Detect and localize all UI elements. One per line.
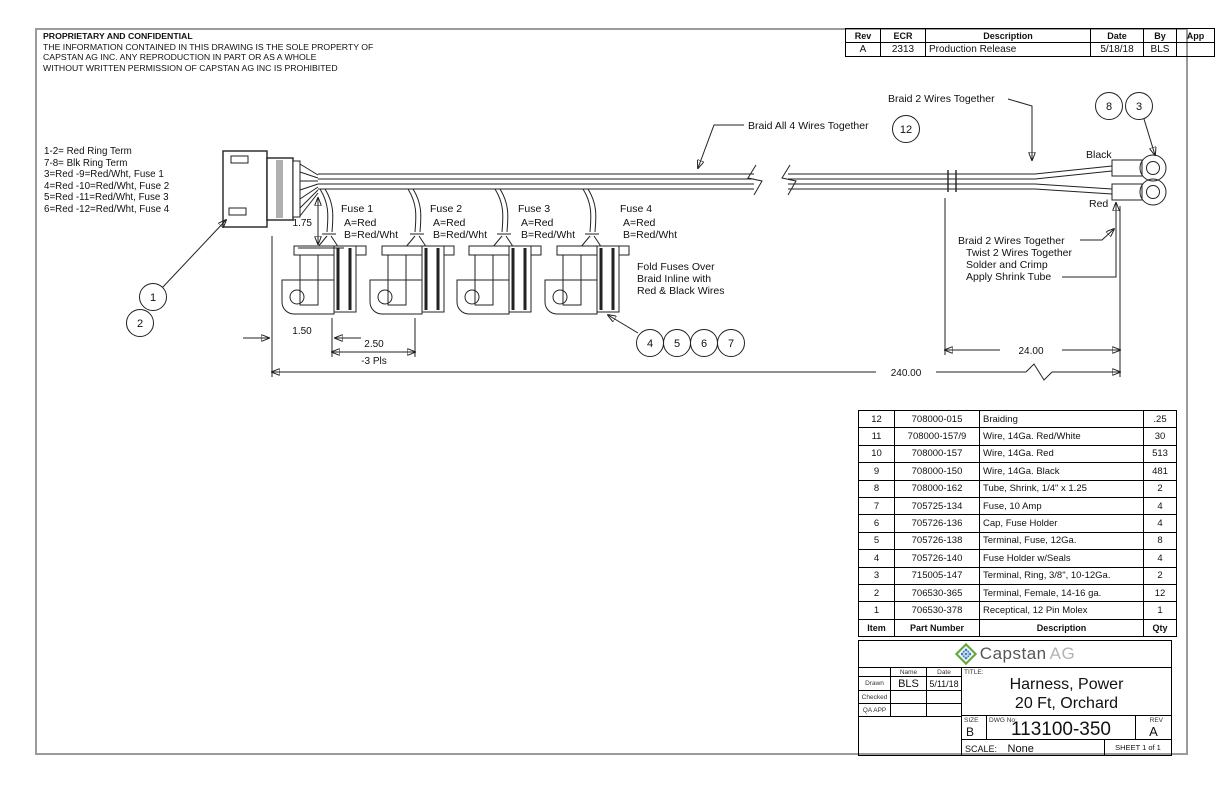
- bom-description: Terminal, Fuse, 12Ga.: [980, 532, 1144, 549]
- bom-part: 705725-134: [895, 497, 980, 514]
- bom-part: 708000-157/9: [895, 428, 980, 445]
- fuse-1-label: Fuse 1: [341, 203, 374, 215]
- break-symbol: [782, 165, 796, 195]
- scale-label: SCALE:: [965, 744, 998, 754]
- bom-qty: .25: [1144, 411, 1177, 428]
- size-cell: [962, 716, 987, 739]
- svg-text:2: 2: [136, 318, 144, 330]
- app-header: App: [1177, 29, 1215, 43]
- red-wire-label: Red: [1089, 198, 1109, 210]
- fuse-3-label: Fuse 3: [518, 203, 551, 215]
- capstanag-logo-icon: [955, 643, 977, 665]
- checked-label: Checked: [859, 691, 891, 704]
- drawn-date: 5/11/18: [927, 677, 961, 691]
- qa-date: [927, 704, 961, 716]
- drawn-label: Drawn: [859, 677, 891, 691]
- balloon-8: [1096, 93, 1123, 120]
- bom-part: 708000-015: [895, 411, 980, 428]
- legend-line: 5=Red -11=Red/Wht, Fuse 3: [44, 192, 169, 204]
- bom-row: [859, 532, 1177, 549]
- svg-text:-3 Pls: -3 Pls: [361, 356, 387, 367]
- sheet-cell: SHEET 1 of 1: [1115, 743, 1161, 752]
- svg-text:2.50: 2.50: [364, 339, 384, 350]
- fuse-holder-4: [545, 189, 629, 314]
- fuse-2-wire-b: B=Red/Wht: [433, 229, 487, 241]
- svg-text:1.50: 1.50: [292, 326, 312, 337]
- fuse-2-label: Fuse 2: [430, 203, 463, 215]
- bom-row: [859, 602, 1177, 619]
- logo-text-main: Capstan: [979, 644, 1047, 663]
- qa-label: QA APP: [859, 704, 891, 716]
- bom-description: Wire, 14Ga. Black: [980, 463, 1144, 480]
- svg-text:240.00: 240.00: [890, 368, 922, 379]
- fold-note-line: Braid Inline with: [637, 273, 712, 285]
- bom-item: 3: [859, 567, 895, 584]
- rev-value: A: [1149, 724, 1158, 739]
- bom-description: Cap, Fuse Holder: [980, 515, 1144, 532]
- bom-item: 10: [859, 445, 895, 462]
- svg-text:24.00: 24.00: [1018, 346, 1044, 357]
- signoff-block: [859, 668, 962, 755]
- size-label: SIZE: [964, 717, 979, 724]
- dimension-2-50: [332, 318, 415, 367]
- ecr-header: ECR: [881, 29, 926, 43]
- braid-two-bottom-note: Braid 2 Wires Together: [958, 235, 1065, 247]
- twist-note-line: Apply Shrink Tube: [966, 271, 1052, 283]
- ecr-value: 2313: [881, 43, 926, 57]
- twist-note-line: Solder and Crimp: [966, 259, 1048, 271]
- bom-qty: 4: [1144, 515, 1177, 532]
- bom-row: [859, 567, 1177, 584]
- bom-item: 7: [859, 497, 895, 514]
- connector-drawing: [223, 151, 318, 227]
- fuse-3-wire-b: B=Red/Wht: [521, 229, 575, 241]
- break-symbol: [748, 165, 762, 195]
- bom-row: [859, 584, 1177, 601]
- bom-qty: 2: [1144, 480, 1177, 497]
- date-column-label: Date: [927, 668, 961, 677]
- bom-table: [858, 410, 1177, 637]
- revision-by: BLS: [1144, 43, 1177, 57]
- bom-item: 2: [859, 584, 895, 601]
- bom-description: Receptical, 12 Pin Molex: [980, 602, 1144, 619]
- drawing-title-line2: 20 Ft, Orchard: [1014, 695, 1119, 712]
- fold-note-line: Fold Fuses Over: [637, 261, 715, 273]
- ring-terminal-red: [1112, 179, 1166, 205]
- balloon-12: [893, 116, 920, 143]
- svg-text:5: 5: [673, 338, 681, 350]
- bom-item-header: Item: [859, 619, 895, 636]
- bom-part: 708000-157: [895, 445, 980, 462]
- fuse-1-wire-b: B=Red/Wht: [344, 229, 398, 241]
- bom-qty: 8: [1144, 532, 1177, 549]
- bom-description: Terminal, Female, 14-16 ga.: [980, 584, 1144, 601]
- braid-two-bottom-leader: [1080, 229, 1114, 240]
- scale-cell: [962, 740, 1105, 755]
- logo: [859, 641, 1171, 668]
- title-block: [858, 640, 1172, 756]
- bom-qty: 4: [1144, 497, 1177, 514]
- bom-item: 1: [859, 602, 895, 619]
- bom-part-header: Part Number: [895, 619, 980, 636]
- legend-line: 4=Red -10=Red/Wht, Fuse 2: [44, 180, 170, 192]
- drawn-name: BLS: [891, 677, 927, 691]
- bom-part: 715005-147: [895, 567, 980, 584]
- bom-row: [859, 480, 1177, 497]
- fuse-2-wire-a: A=Red: [433, 217, 466, 229]
- bom-part: 708000-150: [895, 463, 980, 480]
- proprietary-title: PROPRIETARY AND CONFIDENTIAL: [43, 31, 193, 41]
- proprietary-line: THE INFORMATION CONTAINED IN THIS DRAWING IS THE SOLE PROPERTY OF: [43, 41, 374, 52]
- svg-text:3: 3: [1135, 101, 1143, 113]
- braid-all-note: Braid All 4 Wires Together: [748, 120, 869, 132]
- bom-qty: 12: [1144, 584, 1177, 601]
- twist-note-line: Twist 2 Wires Together: [966, 247, 1073, 259]
- logo-text-sub: AG: [1049, 644, 1076, 663]
- legend-line: 1-2= Red Ring Term: [44, 146, 132, 157]
- proprietary-line: WITHOUT WRITTEN PERMISSION OF CAPSTAN AG INC IS PROHIBITED: [43, 62, 338, 73]
- dwg-number: 113100-350: [1010, 719, 1112, 740]
- revision-description: Production Release: [926, 43, 1091, 57]
- scale-value: None: [1007, 743, 1034, 755]
- bom-row: [859, 428, 1177, 445]
- bom-row: [859, 445, 1177, 462]
- braid-all-leader: [698, 125, 744, 168]
- bom-item: 8: [859, 480, 895, 497]
- wire-trunk: [318, 165, 1112, 195]
- svg-text:1.75: 1.75: [292, 218, 312, 229]
- bom-qty: 2: [1144, 567, 1177, 584]
- bom-qty-header: Qty: [1144, 619, 1177, 636]
- drawing-title-cell: [962, 668, 1171, 716]
- bom-description: Braiding: [980, 411, 1144, 428]
- checked-name: [891, 691, 927, 704]
- fold-note-line: Red & Black Wires: [637, 285, 725, 297]
- bom-item: 6: [859, 515, 895, 532]
- bom-part: 705726-140: [895, 550, 980, 567]
- balloon-1: [140, 220, 227, 311]
- ring-terminal-black: [1112, 155, 1166, 181]
- bom-description: Terminal, Ring, 3/8", 10-12Ga.: [980, 567, 1144, 584]
- checked-date: [927, 691, 961, 704]
- dimension-240-00: [272, 364, 1120, 380]
- rev-header: Rev: [846, 29, 881, 43]
- bom-description: Wire, 14Ga. Red/White: [980, 428, 1144, 445]
- break-symbol: [1026, 364, 1052, 380]
- bom-part: 705726-138: [895, 532, 980, 549]
- black-wire-label: Black: [1086, 149, 1112, 161]
- bom-row: [859, 497, 1177, 514]
- bom-qty: 513: [1144, 445, 1177, 462]
- bom-header-row: [859, 619, 1177, 636]
- bom-description: Wire, 14Ga. Red: [980, 445, 1144, 462]
- title-label: TITLE:: [964, 669, 984, 676]
- svg-text:6: 6: [700, 338, 708, 350]
- bom-qty: 4: [1144, 550, 1177, 567]
- svg-text:7: 7: [727, 338, 735, 350]
- fuse-1-wire-a: A=Red: [344, 217, 377, 229]
- fuse-4-wire-b: B=Red/Wht: [623, 229, 677, 241]
- braid-two-top-leader: [1008, 99, 1032, 160]
- bom-item: 11: [859, 428, 895, 445]
- legend-line: 7-8= Blk Ring Term: [44, 157, 128, 169]
- proprietary-line: CAPSTAN AG INC. ANY REPRODUCTION IN PART OR AS A WHOLE: [43, 52, 317, 62]
- signoff-corner: [859, 668, 891, 677]
- rev-label: REV: [1149, 717, 1163, 724]
- rev-cell: [1136, 716, 1171, 739]
- bom-part: 706530-378: [895, 602, 980, 619]
- svg-text:1: 1: [149, 292, 157, 304]
- fuse-4-wire-a: A=Red: [623, 217, 656, 229]
- bom-item: 4: [859, 550, 895, 567]
- svg-text:12: 12: [899, 124, 913, 136]
- bom-qty: 30: [1144, 428, 1177, 445]
- svg-text:4: 4: [646, 338, 654, 350]
- bom-item: 12: [859, 411, 895, 428]
- bom-row: [859, 515, 1177, 532]
- description-header: Description: [926, 29, 1091, 43]
- bom-row: [859, 411, 1177, 428]
- fuse-4-label: Fuse 4: [620, 203, 653, 215]
- bom-part: 705726-136: [895, 515, 980, 532]
- qa-name: [891, 704, 927, 716]
- braid-two-top-note: Braid 2 Wires Together: [888, 93, 995, 105]
- bom-qty: 1: [1144, 602, 1177, 619]
- size-value: B: [966, 725, 975, 739]
- balloon-group-4-7: [608, 315, 745, 357]
- bom-row: [859, 463, 1177, 480]
- bom-row: [859, 550, 1177, 567]
- bom-item: 5: [859, 532, 895, 549]
- bom-qty: 481: [1144, 463, 1177, 480]
- svg-text:8: 8: [1105, 101, 1113, 113]
- legend-line: 3=Red -9=Red/Wht, Fuse 1: [44, 169, 164, 181]
- revision-date: 5/18/18: [1091, 43, 1144, 57]
- bom-description: Fuse Holder w/Seals: [980, 550, 1144, 567]
- bom-part: 708000-162: [895, 480, 980, 497]
- drawing-title-line1: Harness, Power: [1009, 676, 1124, 693]
- bom-item: 9: [859, 463, 895, 480]
- name-column-label: Name: [891, 668, 927, 677]
- by-header: By: [1144, 29, 1177, 43]
- balloon-2: [127, 310, 154, 337]
- bom-description: Tube, Shrink, 1/4" x 1.25: [980, 480, 1144, 497]
- fuse-3-wire-a: A=Red: [521, 217, 554, 229]
- balloon-3: [1126, 93, 1156, 156]
- rev-value: A: [846, 43, 881, 57]
- signoff-empty-cell: [859, 717, 961, 755]
- bom-part: 706530-365: [895, 584, 980, 601]
- dimension-24-00: [945, 198, 1120, 377]
- legend-line: 6=Red -12=Red/Wht, Fuse 4: [44, 203, 170, 215]
- date-header: Date: [1091, 29, 1144, 43]
- dwg-number-cell: [987, 716, 1136, 739]
- bom-description: Fuse, 10 Amp: [980, 497, 1144, 514]
- dwg-label: DWG No:: [989, 717, 1017, 724]
- bom-description-header: Description: [980, 619, 1144, 636]
